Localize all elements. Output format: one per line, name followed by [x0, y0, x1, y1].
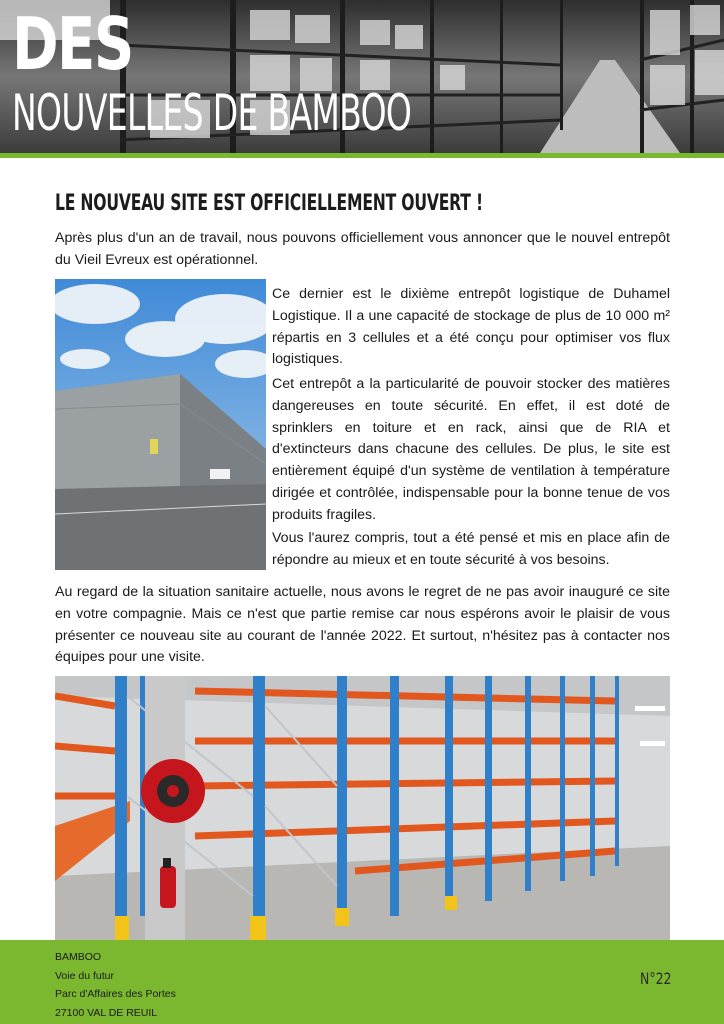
footer-business-park: Parc d'Affaires des Portes — [55, 988, 176, 1000]
warehouse-racks-photo — [55, 676, 670, 940]
article-paragraph-sanitary: Au regard de la situation sanitaire actuelle, nous avons le regret de ne pas avoir inauguré ce site en votre compagnie. Mais ce n'est que partie remise car nous espérons avoir le plaisir de vous présenter ce nouveau site au courant de l'année 2022. Et surtout, n'hésitez pas à contacter nos équipes pour une visite. — [55, 584, 670, 666]
header-banner — [0, 0, 724, 153]
footer — [0, 940, 724, 1024]
footer-postcode-city: 27100 VAL DE REUIL — [55, 1006, 158, 1019]
article-paragraph-safety: Cet entrepôt a la particularité de pouvoir stocker des matières dangereuses en toute sécurité. En effet, il est doté de sprinklers en toiture et en rack, ainsi que de RIA et d'extincteurs dans chacune des cellules. De plus, le site est entièrement équipé d'un système de ventilation à température dirigée et contrôlée, indispensable pour la bonne tenue de vos produits fragiles. — [272, 376, 670, 523]
issue-number: N°22 — [640, 969, 672, 988]
article-paragraph-intro: Après plus d'un an de travail, nous pouvons officiellement vous annoncer que le nouvel entrepôt du Vieil Evreux est opérationnel. — [55, 230, 670, 268]
footer-address — [55, 948, 176, 1022]
article-paragraph-conclusion: Vous l'aurez compris, tout a été pensé et mis en place afin de répondre au mieux et en toute sécurité à vos besoins. — [272, 530, 670, 568]
header-title-line2: NOUVELLES DE BAMBOO — [12, 84, 412, 142]
warehouse-exterior-photo — [55, 279, 266, 570]
footer-company-name: BAMBOO — [55, 951, 102, 963]
footer-street: Voie du futur — [55, 969, 114, 982]
article-headline: LE NOUVEAU SITE EST OFFICIELLEMENT OUVERT ! — [55, 191, 483, 216]
header-title-line1: DES — [12, 2, 133, 86]
article-paragraph-capacity: Ce dernier est le dixième entrepôt logistique de Duhamel Logistique. Il a une capacité de stockage de plus de 10 000 m² répartis en 3 cellules et a été conçu pour optimiser vos flux logistiques. — [272, 286, 670, 368]
header-green-strip — [0, 153, 724, 158]
